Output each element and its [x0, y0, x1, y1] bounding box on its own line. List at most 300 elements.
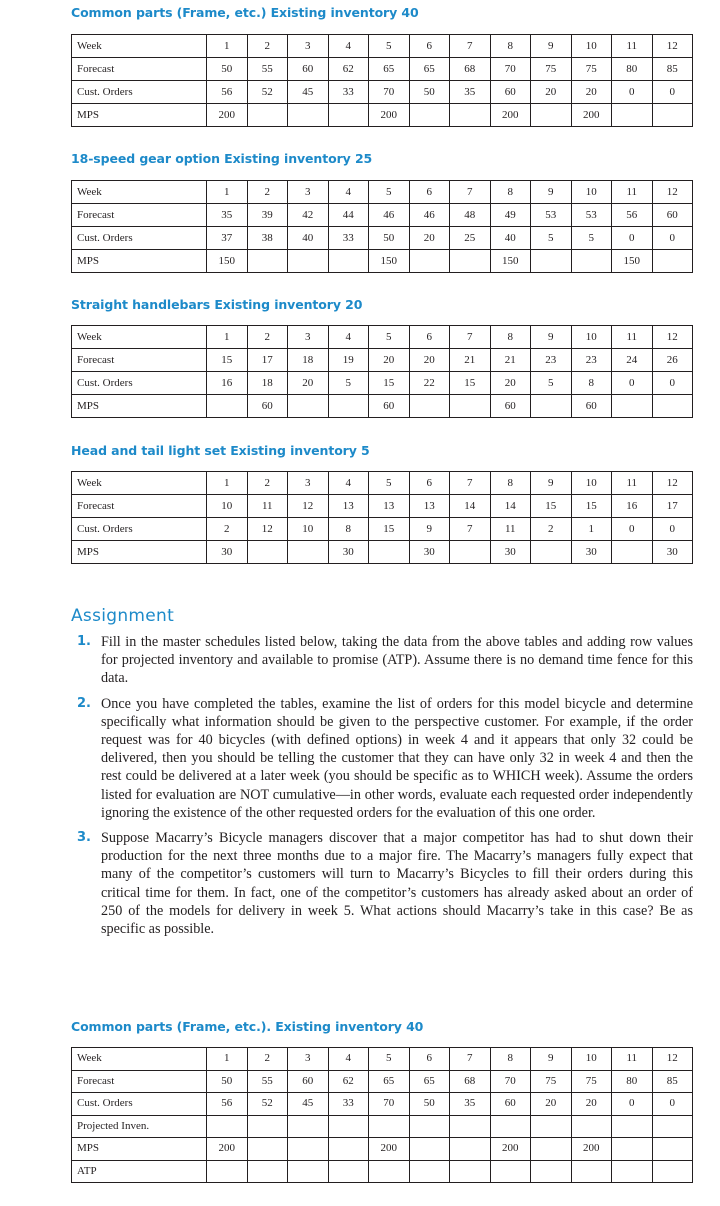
mps-cell — [531, 104, 572, 127]
orders-cell: 8 — [328, 518, 369, 541]
forecast-cell: 75 — [531, 58, 572, 81]
orders-cell: 20 — [531, 1093, 572, 1116]
weeks-cell: 4 — [328, 1048, 369, 1071]
weeks-cell: 3 — [288, 35, 329, 58]
orders-cell: 8 — [571, 372, 612, 395]
mps-cell — [612, 541, 653, 564]
forecast-cell: 21 — [490, 349, 531, 372]
mps-cell — [409, 395, 450, 418]
orders-cell: 10 — [288, 518, 329, 541]
mps-cell: 60 — [369, 395, 410, 418]
mps-cell: 150 — [490, 250, 531, 273]
mps-cell: 60 — [247, 395, 288, 418]
projected-cell — [490, 1115, 531, 1138]
atp-cell — [450, 1160, 491, 1183]
weeks-cell: 12 — [652, 326, 693, 349]
weeks-cell: 12 — [652, 181, 693, 204]
orders-cell: 0 — [612, 227, 653, 250]
forecast-cell: 12 — [288, 495, 329, 518]
weeks-row — [72, 1048, 693, 1071]
forecast-cell: 13 — [369, 495, 410, 518]
mps-cell — [288, 1138, 329, 1161]
weeks-cell: 12 — [652, 472, 693, 495]
atp-cell — [409, 1160, 450, 1183]
mps-cell: 30 — [490, 541, 531, 564]
projected-cell — [612, 1115, 653, 1138]
mps-cell — [288, 104, 329, 127]
mps-cell — [207, 395, 248, 418]
orders-cell: 0 — [612, 81, 653, 104]
orders-row — [72, 227, 693, 250]
section-title: Head and tail light set Existing inventory 5 — [71, 443, 370, 458]
weeks-cell: 6 — [409, 1048, 450, 1071]
weeks-cell: 5 — [369, 1048, 410, 1071]
orders-cell: 60 — [490, 1093, 531, 1116]
weeks-cell: 7 — [450, 472, 491, 495]
weeks-cell: 2 — [247, 181, 288, 204]
orders-cell: 20 — [531, 81, 572, 104]
weeks-cell: 5 — [369, 35, 410, 58]
orders-cell: 12 — [247, 518, 288, 541]
orders-cell: 20 — [490, 372, 531, 395]
weeks-cell: 9 — [531, 35, 572, 58]
weeks-cell: 5 — [369, 472, 410, 495]
mps-cell: 150 — [207, 250, 248, 273]
item-text: Suppose Macarry’s Bicycle managers discover that a major competitor has had to shut down their production for the next three months due to a major fire. The Macarry’s managers fully expect that many of the competitor’s customers will turn to Macarry’s Bicycles to fill their orders during this critical time for them. In fact, one of the competitor’s customers has already asked about an order of 250 of the models for delivery in week 5. What actions should Macarry’s take in this case? Be as specific as possible. — [101, 830, 693, 938]
projected-cell — [207, 1115, 248, 1138]
orders-cell: 33 — [328, 227, 369, 250]
forecast-cell: 35 — [207, 204, 248, 227]
projected-cell — [328, 1115, 369, 1138]
mps-cell — [247, 250, 288, 273]
forecast-cell: 15 — [531, 495, 572, 518]
item-text: Fill in the master schedules listed below, taking the data from the above tables and adding row values for projected inventory and available to promise (ATP). Assume there is no demand time fence for this data. — [101, 634, 693, 687]
mps-cell: 200 — [490, 104, 531, 127]
forecast-cell: 75 — [531, 1070, 572, 1093]
orders-cell: 40 — [288, 227, 329, 250]
forecast-cell: 20 — [369, 349, 410, 372]
weeks-cell: 9 — [531, 181, 572, 204]
forecast-cell: 11 — [247, 495, 288, 518]
weeks-cell: 11 — [612, 35, 653, 58]
forecast-cell: 50 — [207, 58, 248, 81]
mps-cell — [531, 541, 572, 564]
orders-cell: 0 — [652, 1093, 693, 1116]
projected-cell — [571, 1115, 612, 1138]
item-number: 3. — [77, 830, 91, 846]
orders-cell: 2 — [531, 518, 572, 541]
forecast-cell: 65 — [369, 1070, 410, 1093]
orders-cell: 5 — [328, 372, 369, 395]
weeks-cell: 1 — [207, 1048, 248, 1071]
forecast-cell: 46 — [409, 204, 450, 227]
item-text: Once you have completed the tables, examine the list of orders for this model bicycle and determine specifically what information should be given to the perspective customer. For example, if the order request was for 40 bicycles (with defined options) in week 4 and it appears that only 32 could be delivered, then you should be telling the customer that they can have only 32 in week 4 and then the rest could be delivered at a later week (you should be specific as to WHICH week). Assume the orders listed for evaluation are NOT cumulative—in other words, evaluate each requested order independently ignoring the existence of the other requested orders for the evaluation of this one order. — [101, 695, 693, 821]
forecast-cell: 46 — [369, 204, 410, 227]
weeks-cell: 6 — [409, 181, 450, 204]
mps-row — [72, 104, 693, 127]
forecast-label: Forecast — [72, 349, 207, 372]
orders-cell: 0 — [612, 372, 653, 395]
weeks-cell: 8 — [490, 472, 531, 495]
forecast-cell: 68 — [450, 1070, 491, 1093]
forecast-cell: 14 — [490, 495, 531, 518]
atp-cell — [490, 1160, 531, 1183]
atp-cell — [571, 1160, 612, 1183]
mps-cell: 200 — [207, 104, 248, 127]
forecast-cell: 60 — [652, 204, 693, 227]
forecast-cell: 15 — [571, 495, 612, 518]
atp-cell — [531, 1160, 572, 1183]
mps-cell — [247, 1138, 288, 1161]
forecast-cell: 14 — [450, 495, 491, 518]
atp-cell — [369, 1160, 410, 1183]
forecast-cell: 17 — [652, 495, 693, 518]
weeks-cell: 5 — [369, 181, 410, 204]
projected-cell — [369, 1115, 410, 1138]
atp-cell — [247, 1160, 288, 1183]
forecast-cell: 62 — [328, 1070, 369, 1093]
forecast-cell: 24 — [612, 349, 653, 372]
mps-cell — [531, 395, 572, 418]
orders-cell: 5 — [531, 372, 572, 395]
forecast-cell: 18 — [288, 349, 329, 372]
orders-cell: 20 — [288, 372, 329, 395]
weeks-cell: 1 — [207, 326, 248, 349]
weeks-cell: 2 — [247, 326, 288, 349]
atp-cell — [207, 1160, 248, 1183]
mps-cell — [450, 250, 491, 273]
weeks-cell: 11 — [612, 326, 653, 349]
assignment-item — [75, 829, 693, 938]
mps-cell — [450, 1138, 491, 1161]
atp-label: ATP — [72, 1160, 207, 1183]
weeks-row — [72, 35, 693, 58]
forecast-label: Forecast — [72, 495, 207, 518]
mps-cell: 200 — [490, 1138, 531, 1161]
orders-label: Cust. Orders — [72, 1093, 207, 1116]
forecast-cell: 55 — [247, 58, 288, 81]
orders-cell: 35 — [450, 81, 491, 104]
weeks-cell: 5 — [369, 326, 410, 349]
mps-cell: 200 — [571, 1138, 612, 1161]
forecast-cell: 23 — [531, 349, 572, 372]
mps-cell — [328, 395, 369, 418]
projected-cell — [247, 1115, 288, 1138]
weeks-cell: 12 — [652, 1048, 693, 1071]
mps-cell — [369, 541, 410, 564]
forecast-row — [72, 349, 693, 372]
assignment-list — [75, 633, 693, 945]
weeks-cell: 4 — [328, 326, 369, 349]
weeks-cell: 7 — [450, 1048, 491, 1071]
atp-cell — [612, 1160, 653, 1183]
forecast-cell: 15 — [207, 349, 248, 372]
forecast-cell: 21 — [450, 349, 491, 372]
orders-cell: 60 — [490, 81, 531, 104]
orders-row — [72, 518, 693, 541]
weeks-cell: 10 — [571, 472, 612, 495]
orders-cell: 33 — [328, 1093, 369, 1116]
mps-label: MPS — [72, 541, 207, 564]
orders-cell: 5 — [531, 227, 572, 250]
orders-cell: 45 — [288, 81, 329, 104]
orders-cell: 15 — [369, 372, 410, 395]
weeks-row — [72, 181, 693, 204]
forecast-cell: 85 — [652, 58, 693, 81]
mps-cell — [328, 104, 369, 127]
mps-cell — [288, 541, 329, 564]
weeks-cell: 3 — [288, 326, 329, 349]
mps-cell: 200 — [369, 1138, 410, 1161]
forecast-cell: 65 — [369, 58, 410, 81]
orders-cell: 40 — [490, 227, 531, 250]
forecast-cell: 70 — [490, 1070, 531, 1093]
orders-cell: 7 — [450, 518, 491, 541]
weeks-cell: 6 — [409, 326, 450, 349]
forecast-row — [72, 204, 693, 227]
orders-row — [72, 372, 693, 395]
section-title: Common parts (Frame, etc.) Existing inventory 40 — [71, 5, 419, 20]
weeks-cell: 4 — [328, 35, 369, 58]
forecast-cell: 53 — [531, 204, 572, 227]
schedule-table — [71, 180, 693, 273]
mps-cell — [288, 250, 329, 273]
assignment-item — [75, 695, 693, 822]
orders-cell: 50 — [369, 227, 410, 250]
atp-row — [72, 1160, 693, 1183]
orders-label: Cust. Orders — [72, 518, 207, 541]
orders-cell: 20 — [571, 1093, 612, 1116]
weeks-cell: 4 — [328, 181, 369, 204]
orders-cell: 50 — [409, 81, 450, 104]
forecast-cell: 44 — [328, 204, 369, 227]
forecast-cell: 62 — [328, 58, 369, 81]
orders-cell: 25 — [450, 227, 491, 250]
mps-cell — [288, 395, 329, 418]
weeks-cell: 2 — [247, 472, 288, 495]
forecast-cell: 65 — [409, 58, 450, 81]
orders-cell: 0 — [652, 518, 693, 541]
section-title: Common parts (Frame, etc.). Existing inventory 40 — [71, 1019, 424, 1034]
assignment-item — [75, 633, 693, 688]
forecast-cell: 70 — [490, 58, 531, 81]
mps-cell: 200 — [207, 1138, 248, 1161]
orders-cell: 1 — [571, 518, 612, 541]
forecast-cell: 75 — [571, 1070, 612, 1093]
schedule-table — [71, 325, 693, 418]
orders-cell: 56 — [207, 1093, 248, 1116]
weeks-row — [72, 326, 693, 349]
forecast-row — [72, 1070, 693, 1093]
weeks-cell: 11 — [612, 472, 653, 495]
mps-cell: 200 — [369, 104, 410, 127]
weeks-cell: 6 — [409, 35, 450, 58]
forecast-label: Forecast — [72, 204, 207, 227]
projected-cell — [531, 1115, 572, 1138]
forecast-cell: 75 — [571, 58, 612, 81]
mps-cell: 60 — [571, 395, 612, 418]
projected-cell — [288, 1115, 329, 1138]
section-title: Straight handlebars Existing inventory 20 — [71, 297, 363, 312]
forecast-cell: 56 — [612, 204, 653, 227]
orders-row — [72, 81, 693, 104]
weeks-label: Week — [72, 181, 207, 204]
mps-cell: 30 — [207, 541, 248, 564]
mps-cell: 200 — [571, 104, 612, 127]
orders-cell: 11 — [490, 518, 531, 541]
forecast-cell: 53 — [571, 204, 612, 227]
orders-cell: 70 — [369, 1093, 410, 1116]
weeks-cell: 2 — [247, 1048, 288, 1071]
orders-cell: 18 — [247, 372, 288, 395]
forecast-row — [72, 495, 693, 518]
mps-cell — [652, 395, 693, 418]
mps-cell — [612, 395, 653, 418]
weeks-cell: 10 — [571, 326, 612, 349]
orders-cell: 50 — [409, 1093, 450, 1116]
mps-label: MPS — [72, 395, 207, 418]
orders-label: Cust. Orders — [72, 372, 207, 395]
item-number: 1. — [77, 634, 91, 649]
atp-cell — [288, 1160, 329, 1183]
mps-cell — [612, 1138, 653, 1161]
mps-cell — [652, 104, 693, 127]
weeks-cell: 1 — [207, 35, 248, 58]
mps-cell — [612, 104, 653, 127]
orders-row — [72, 1093, 693, 1116]
forecast-cell: 50 — [207, 1070, 248, 1093]
forecast-cell: 68 — [450, 58, 491, 81]
mps-cell — [247, 541, 288, 564]
weeks-cell: 11 — [612, 1048, 653, 1071]
orders-cell: 38 — [247, 227, 288, 250]
mps-cell: 60 — [490, 395, 531, 418]
schedule-table — [71, 34, 693, 127]
mps-label: MPS — [72, 104, 207, 127]
projected-cell — [652, 1115, 693, 1138]
forecast-cell: 60 — [288, 1070, 329, 1093]
mps-cell — [652, 1138, 693, 1161]
orders-cell: 0 — [652, 227, 693, 250]
weeks-cell: 8 — [490, 35, 531, 58]
forecast-cell: 17 — [247, 349, 288, 372]
weeks-label: Week — [72, 326, 207, 349]
orders-cell: 0 — [652, 372, 693, 395]
weeks-cell: 11 — [612, 181, 653, 204]
forecast-cell: 80 — [612, 58, 653, 81]
forecast-cell: 85 — [652, 1070, 693, 1093]
weeks-row — [72, 472, 693, 495]
orders-cell: 45 — [288, 1093, 329, 1116]
weeks-cell: 9 — [531, 472, 572, 495]
orders-cell: 15 — [450, 372, 491, 395]
orders-cell: 52 — [247, 81, 288, 104]
weeks-cell: 12 — [652, 35, 693, 58]
forecast-label: Forecast — [72, 58, 207, 81]
orders-cell: 20 — [571, 81, 612, 104]
atp-cell — [328, 1160, 369, 1183]
mps-cell — [450, 104, 491, 127]
weeks-cell: 8 — [490, 181, 531, 204]
schedule-table — [71, 471, 693, 564]
weeks-cell: 10 — [571, 35, 612, 58]
mps-cell — [571, 250, 612, 273]
weeks-cell: 7 — [450, 35, 491, 58]
item-number: 2. — [77, 695, 91, 711]
weeks-label: Week — [72, 35, 207, 58]
weeks-cell: 2 — [247, 35, 288, 58]
forecast-cell: 23 — [571, 349, 612, 372]
weeks-cell: 3 — [288, 1048, 329, 1071]
mps-cell — [531, 250, 572, 273]
orders-cell: 56 — [207, 81, 248, 104]
forecast-cell: 20 — [409, 349, 450, 372]
mps-cell: 30 — [571, 541, 612, 564]
orders-cell: 52 — [247, 1093, 288, 1116]
weeks-cell: 3 — [288, 472, 329, 495]
mps-row — [72, 541, 693, 564]
forecast-cell: 19 — [328, 349, 369, 372]
weeks-cell: 1 — [207, 181, 248, 204]
forecast-cell: 13 — [409, 495, 450, 518]
orders-cell: 70 — [369, 81, 410, 104]
orders-cell: 15 — [369, 518, 410, 541]
mps-cell: 150 — [369, 250, 410, 273]
weeks-label: Week — [72, 1048, 207, 1071]
schedule-table — [71, 1047, 693, 1183]
mps-cell — [409, 250, 450, 273]
mps-cell: 30 — [652, 541, 693, 564]
mps-cell — [328, 1138, 369, 1161]
weeks-cell: 7 — [450, 181, 491, 204]
orders-cell: 0 — [612, 1093, 653, 1116]
forecast-cell: 60 — [288, 58, 329, 81]
weeks-cell: 10 — [571, 1048, 612, 1071]
weeks-cell: 6 — [409, 472, 450, 495]
orders-label: Cust. Orders — [72, 81, 207, 104]
forecast-cell: 42 — [288, 204, 329, 227]
projected-cell — [450, 1115, 491, 1138]
projected-label: Projected Inven. — [72, 1115, 207, 1138]
weeks-cell: 4 — [328, 472, 369, 495]
forecast-cell: 26 — [652, 349, 693, 372]
forecast-cell: 48 — [450, 204, 491, 227]
weeks-cell: 8 — [490, 1048, 531, 1071]
orders-cell: 0 — [652, 81, 693, 104]
mps-cell — [652, 250, 693, 273]
section-title: 18-speed gear option Existing inventory 25 — [71, 151, 373, 166]
mps-cell — [409, 104, 450, 127]
forecast-cell: 65 — [409, 1070, 450, 1093]
mps-label: MPS — [72, 250, 207, 273]
weeks-cell: 10 — [571, 181, 612, 204]
projected-cell — [409, 1115, 450, 1138]
forecast-cell: 39 — [247, 204, 288, 227]
mps-row — [72, 1138, 693, 1161]
forecast-cell: 80 — [612, 1070, 653, 1093]
mps-cell: 30 — [328, 541, 369, 564]
mps-row — [72, 395, 693, 418]
mps-cell — [450, 541, 491, 564]
weeks-cell: 8 — [490, 326, 531, 349]
forecast-label: Forecast — [72, 1070, 207, 1093]
mps-cell: 150 — [612, 250, 653, 273]
mps-cell — [328, 250, 369, 273]
orders-cell: 33 — [328, 81, 369, 104]
weeks-cell: 3 — [288, 181, 329, 204]
orders-cell: 5 — [571, 227, 612, 250]
weeks-cell: 9 — [531, 326, 572, 349]
